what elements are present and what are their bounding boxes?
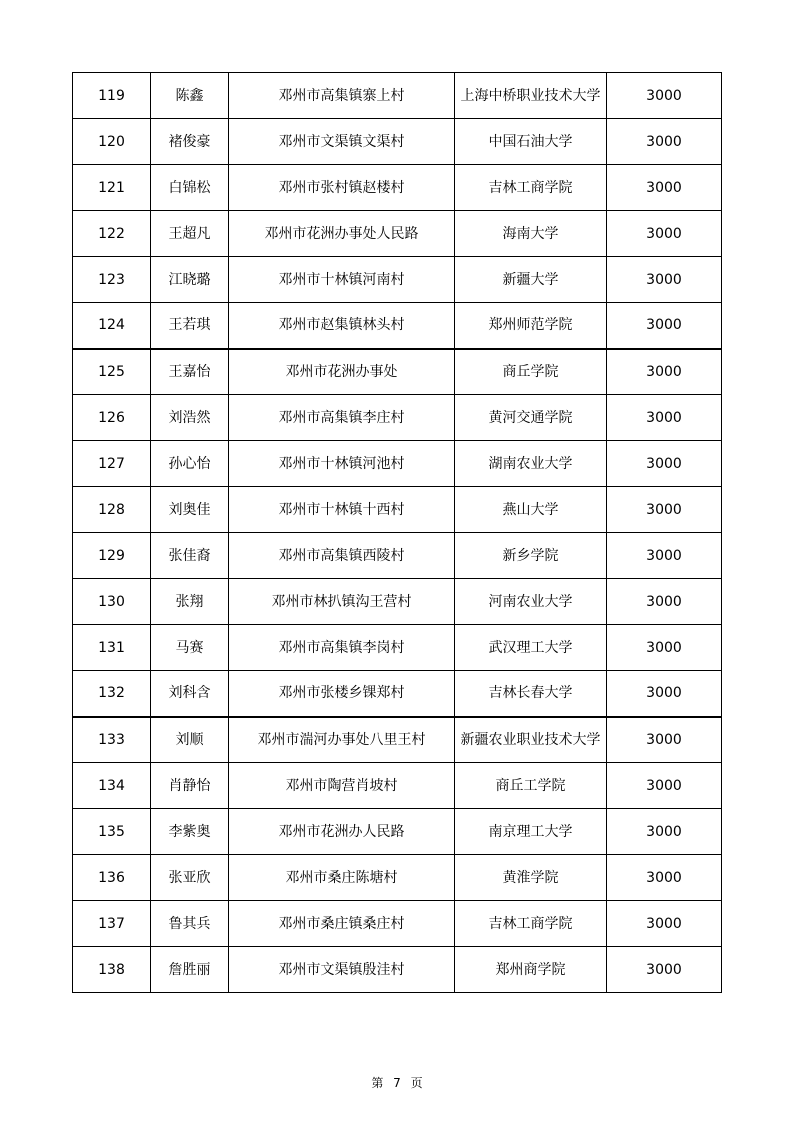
- cell-amount: 3000: [607, 579, 722, 625]
- table-row: [73, 579, 722, 625]
- cell-serial-number: 136: [73, 855, 151, 901]
- table-row: [73, 395, 722, 441]
- cell-university: 郑州商学院: [455, 947, 607, 993]
- cell-university: 新疆大学: [455, 257, 607, 303]
- cell-amount: 3000: [607, 395, 722, 441]
- cell-home-address: 邓州市高集镇西陵村: [229, 533, 455, 579]
- cell-amount: 3000: [607, 717, 722, 763]
- table-row: [73, 533, 722, 579]
- table-row: [73, 119, 722, 165]
- cell-serial-number: 125: [73, 349, 151, 395]
- table-row: [73, 809, 722, 855]
- cell-university: 吉林工商学院: [455, 165, 607, 211]
- cell-student-name: 李紫奥: [151, 809, 229, 855]
- cell-home-address: 邓州市赵集镇林头村: [229, 303, 455, 349]
- student-aid-table: [72, 72, 722, 993]
- cell-student-name: 肖静怡: [151, 763, 229, 809]
- table-row: [73, 625, 722, 671]
- cell-home-address: 邓州市十林镇河南村: [229, 257, 455, 303]
- cell-student-name: 孙心怡: [151, 441, 229, 487]
- cell-student-name: 刘科含: [151, 671, 229, 717]
- cell-home-address: 邓州市花洲办人民路: [229, 809, 455, 855]
- cell-amount: 3000: [607, 533, 722, 579]
- cell-home-address: 邓州市十林镇河池村: [229, 441, 455, 487]
- table-row: [73, 211, 722, 257]
- cell-home-address: 邓州市林扒镇沟王营村: [229, 579, 455, 625]
- cell-home-address: 邓州市张楼乡锞郑村: [229, 671, 455, 717]
- cell-student-name: 张亚欣: [151, 855, 229, 901]
- table-row: [73, 717, 722, 763]
- cell-serial-number: 131: [73, 625, 151, 671]
- cell-amount: 3000: [607, 349, 722, 395]
- table-row: [73, 901, 722, 947]
- cell-amount: 3000: [607, 441, 722, 487]
- footer-suffix: 页: [410, 1076, 423, 1090]
- cell-serial-number: 120: [73, 119, 151, 165]
- cell-amount: 3000: [607, 901, 722, 947]
- cell-serial-number: 128: [73, 487, 151, 533]
- cell-student-name: 王嘉怡: [151, 349, 229, 395]
- cell-serial-number: 123: [73, 257, 151, 303]
- cell-student-name: 王若琪: [151, 303, 229, 349]
- cell-amount: 3000: [607, 487, 722, 533]
- cell-amount: 3000: [607, 211, 722, 257]
- table-row: [73, 671, 722, 717]
- cell-serial-number: 138: [73, 947, 151, 993]
- table-row: [73, 441, 722, 487]
- cell-home-address: 邓州市高集镇李庄村: [229, 395, 455, 441]
- cell-serial-number: 121: [73, 165, 151, 211]
- cell-serial-number: 132: [73, 671, 151, 717]
- table-row: [73, 73, 722, 119]
- cell-student-name: 王超凡: [151, 211, 229, 257]
- cell-student-name: 刘顺: [151, 717, 229, 763]
- cell-university: 海南大学: [455, 211, 607, 257]
- table-row: [73, 855, 722, 901]
- cell-serial-number: 130: [73, 579, 151, 625]
- cell-student-name: 刘浩然: [151, 395, 229, 441]
- cell-amount: 3000: [607, 763, 722, 809]
- cell-student-name: 陈鑫: [151, 73, 229, 119]
- cell-serial-number: 122: [73, 211, 151, 257]
- cell-serial-number: 126: [73, 395, 151, 441]
- page-footer: [0, 1074, 794, 1091]
- cell-home-address: 邓州市桑庄镇桑庄村: [229, 901, 455, 947]
- cell-amount: 3000: [607, 625, 722, 671]
- table-row: [73, 349, 722, 395]
- cell-serial-number: 134: [73, 763, 151, 809]
- cell-university: 南京理工大学: [455, 809, 607, 855]
- cell-serial-number: 124: [73, 303, 151, 349]
- cell-home-address: 邓州市花洲办事处人民路: [229, 211, 455, 257]
- table-row: [73, 257, 722, 303]
- cell-amount: 3000: [607, 303, 722, 349]
- cell-university: 吉林工商学院: [455, 901, 607, 947]
- cell-student-name: 江晓璐: [151, 257, 229, 303]
- student-aid-table-container: [72, 72, 721, 993]
- cell-amount: 3000: [607, 257, 722, 303]
- table-row: [73, 947, 722, 993]
- cell-home-address: 邓州市湍河办事处八里王村: [229, 717, 455, 763]
- cell-university: 黄淮学院: [455, 855, 607, 901]
- cell-amount: 3000: [607, 73, 722, 119]
- cell-amount: 3000: [607, 165, 722, 211]
- cell-university: 燕山大学: [455, 487, 607, 533]
- cell-student-name: 刘奥佳: [151, 487, 229, 533]
- cell-university: 湖南农业大学: [455, 441, 607, 487]
- cell-amount: 3000: [607, 855, 722, 901]
- cell-university: 郑州师范学院: [455, 303, 607, 349]
- cell-home-address: 邓州市花洲办事处: [229, 349, 455, 395]
- cell-home-address: 邓州市文渠镇殷洼村: [229, 947, 455, 993]
- cell-serial-number: 129: [73, 533, 151, 579]
- cell-university: 新疆农业职业技术大学: [455, 717, 607, 763]
- cell-student-name: 张佳裔: [151, 533, 229, 579]
- cell-university: 上海中桥职业技术大学: [455, 73, 607, 119]
- cell-student-name: 马赛: [151, 625, 229, 671]
- cell-serial-number: 135: [73, 809, 151, 855]
- cell-serial-number: 133: [73, 717, 151, 763]
- cell-student-name: 白锦松: [151, 165, 229, 211]
- cell-serial-number: 137: [73, 901, 151, 947]
- footer-prefix: 第: [371, 1076, 384, 1090]
- cell-student-name: 詹胜丽: [151, 947, 229, 993]
- cell-serial-number: 127: [73, 441, 151, 487]
- cell-university: 黄河交通学院: [455, 395, 607, 441]
- cell-home-address: 邓州市高集镇寨上村: [229, 73, 455, 119]
- cell-home-address: 邓州市文渠镇文渠村: [229, 119, 455, 165]
- cell-amount: 3000: [607, 809, 722, 855]
- table-row: [73, 487, 722, 533]
- cell-amount: 3000: [607, 947, 722, 993]
- cell-student-name: 张翔: [151, 579, 229, 625]
- table-row: [73, 763, 722, 809]
- cell-university: 武汉理工大学: [455, 625, 607, 671]
- table-row: [73, 303, 722, 349]
- cell-home-address: 邓州市桑庄陈塘村: [229, 855, 455, 901]
- cell-university: 商丘学院: [455, 349, 607, 395]
- cell-university: 河南农业大学: [455, 579, 607, 625]
- cell-university: 吉林长春大学: [455, 671, 607, 717]
- cell-student-name: 鲁其兵: [151, 901, 229, 947]
- cell-home-address: 邓州市十林镇十西村: [229, 487, 455, 533]
- cell-university: 中国石油大学: [455, 119, 607, 165]
- cell-home-address: 邓州市高集镇李岗村: [229, 625, 455, 671]
- cell-home-address: 邓州市张村镇赵楼村: [229, 165, 455, 211]
- table-body: [73, 73, 722, 993]
- cell-university: 新乡学院: [455, 533, 607, 579]
- cell-amount: 3000: [607, 119, 722, 165]
- page-number: 7: [393, 1076, 401, 1090]
- table-row: [73, 165, 722, 211]
- cell-serial-number: 119: [73, 73, 151, 119]
- cell-amount: 3000: [607, 671, 722, 717]
- cell-university: 商丘工学院: [455, 763, 607, 809]
- cell-student-name: 褚俊豪: [151, 119, 229, 165]
- cell-home-address: 邓州市陶营肖坡村: [229, 763, 455, 809]
